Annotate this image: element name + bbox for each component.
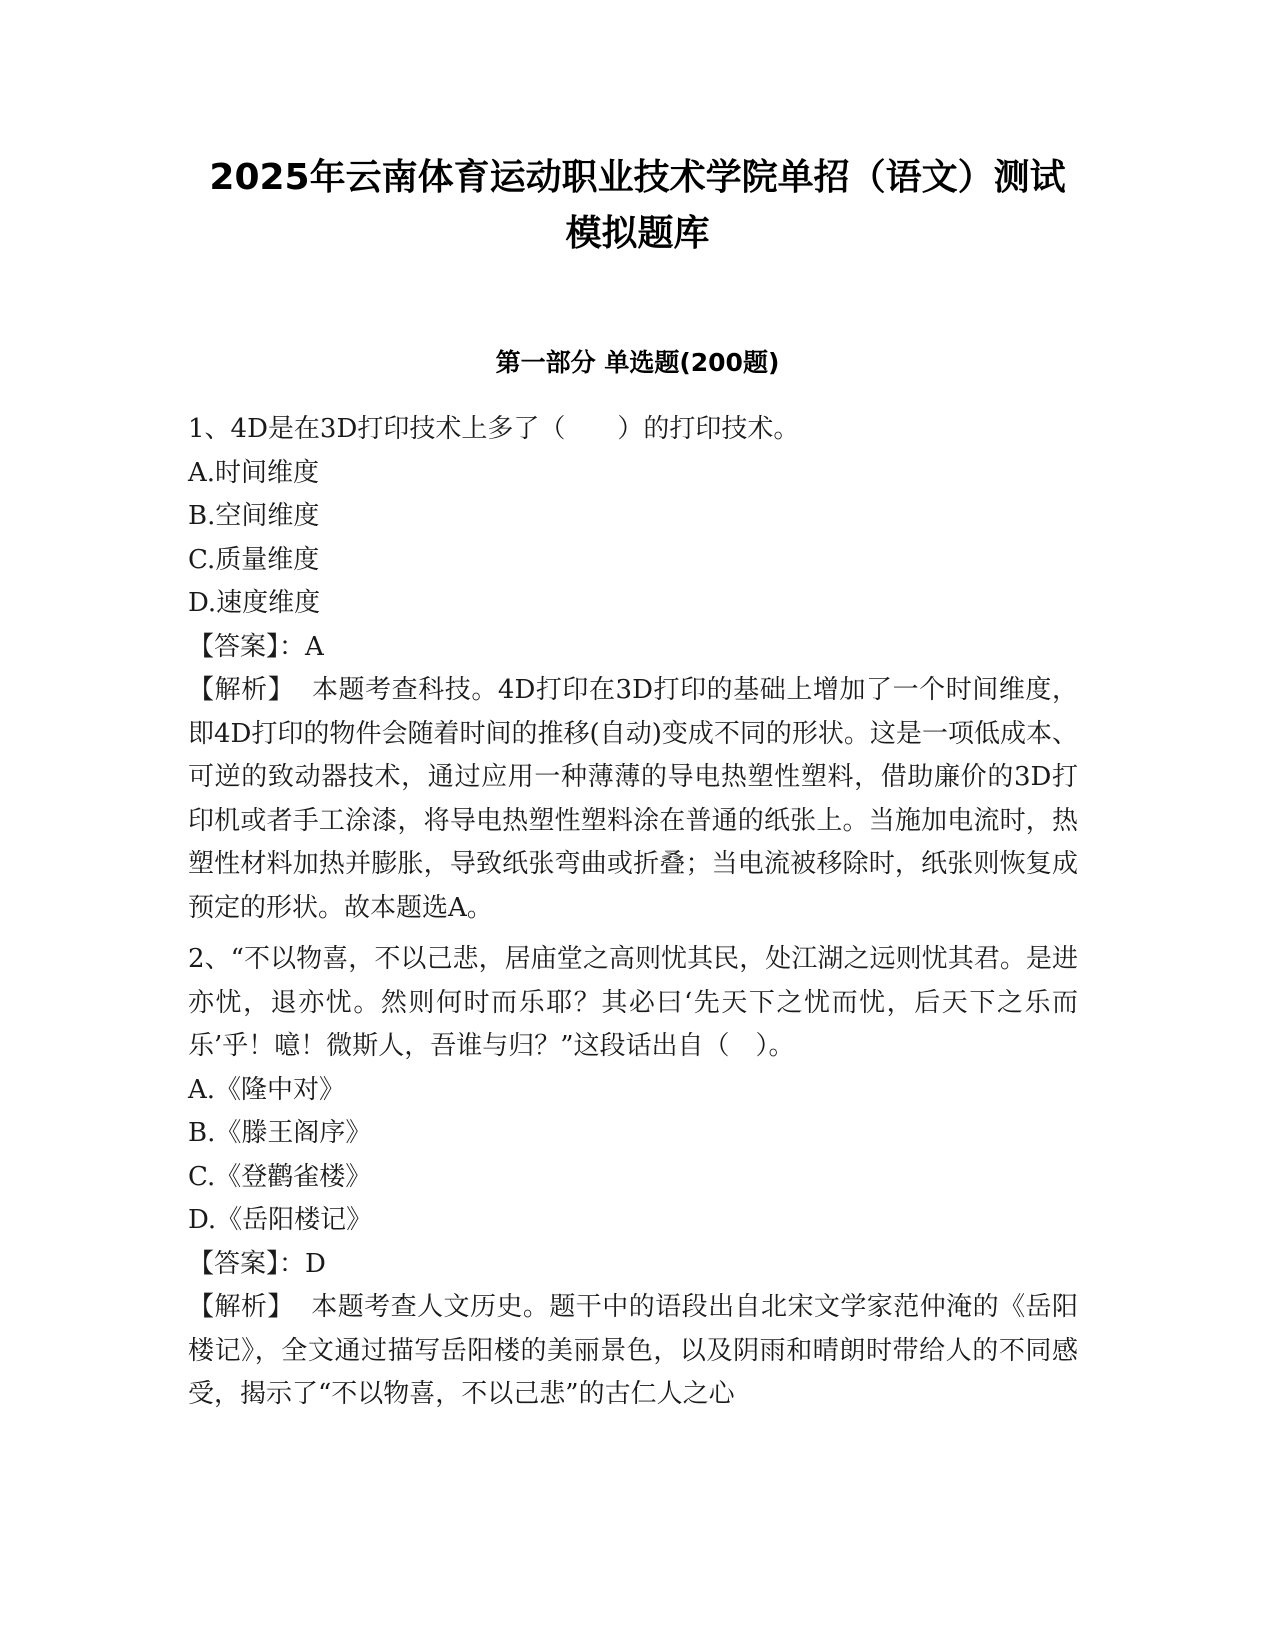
analysis-paragraph — [188, 669, 1078, 930]
section-heading: 第一部分 单选题(200题) — [495, 348, 780, 377]
analysis-text: 本题考查科技。4D打印在3D打印的基础上增加了一个时间维度，即4D打印的物件会随着时间的推移(自动)变成不同的形状。这是一项低成本、可逆的致动器技术，通过应用一种薄薄的导电热塑性塑料，借助廉价的3D打印机或者手工涂漆，将导电热塑性塑料涂在普通的纸张上。当施加电流时，热塑性材料加热并膨胀，导致纸张弯曲或折叠；当电流被移除时，纸张则恢复成预定的形状。故本题选A。 — [188, 675, 1079, 923]
answer-value: D — [305, 1248, 326, 1279]
option-a: A.时间维度 — [188, 457, 320, 488]
analysis-label: 【解析】 — [188, 1292, 312, 1322]
answer-value: A — [305, 631, 324, 662]
answer-label: 【答案】： — [188, 631, 306, 662]
question-2 — [188, 938, 1078, 1417]
question-list — [188, 408, 1078, 1425]
question-1 — [188, 408, 1078, 930]
analysis-label: 【解析】 — [188, 675, 312, 705]
answer-line — [188, 1243, 1078, 1287]
option-d: D.《岳阳楼记》 — [188, 1205, 373, 1235]
option-a: A.《隆中对》 — [188, 1074, 346, 1105]
question-stem: 1、4D是在3D打印技术上多了（ ）的打印技术。 — [188, 414, 800, 444]
answer-line — [188, 626, 1078, 670]
title-line-2: 模拟题库 — [565, 213, 710, 254]
option-b: B.空间维度 — [188, 501, 320, 531]
title-line-1: 2025年云南体育运动职业技术学院单招（语文）测试 — [209, 157, 1066, 198]
analysis-text: 本题考查人文历史。题干中的语段出自北宋文学家范仲淹的《岳阳楼记》，全文通过描写岳阳楼的美丽景色，以及阴雨和晴朗时带给人的不同感受，揭示了“不以物喜，不以己悲”的古仁人之心 — [188, 1292, 1078, 1409]
option-c: C.《登鹳雀楼》 — [188, 1161, 372, 1192]
question-stem: 2、“不以物喜，不以己悲，居庙堂之高则忧其民，处江湖之远则忧其君。是进亦忧，退亦忧。然则何时而乐耶？其必曰‘先天下之忧而忧，后天下之乐而乐’乎！噫！微斯人，吾谁与归？”这段话出自（ ）。 — [188, 944, 1078, 1061]
option-c: C.质量维度 — [188, 544, 320, 575]
option-d: D.速度维度 — [188, 588, 321, 618]
answer-label: 【答案】： — [188, 1248, 306, 1279]
option-b: B.《滕王阁序》 — [188, 1118, 372, 1148]
analysis-paragraph — [188, 1286, 1078, 1417]
document-title — [150, 150, 1125, 262]
